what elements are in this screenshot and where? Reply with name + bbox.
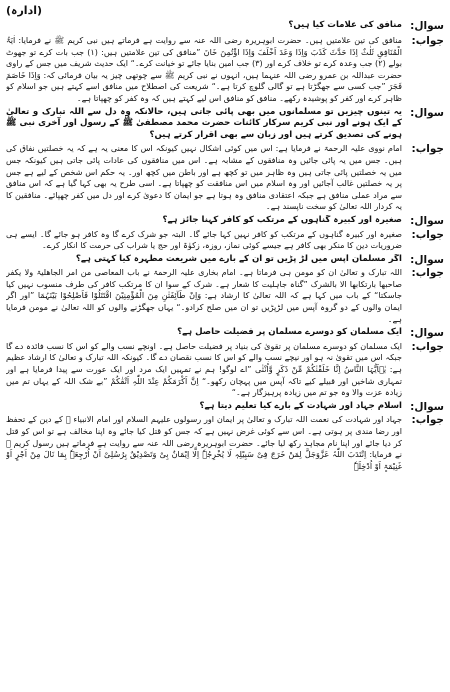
question-label: سوال: <box>410 253 444 266</box>
answer-text: اللہ تبارک و تعالیٰ ان کو مومن ہی فرماتا ہے۔ امام بخاری علیہ الرحمۃ نے باب المعاصی من امر الجاھلیۃ ولا یکفر صاحبھا بارتکابھا الا بالشرک ”گناہ جاہلیت کا شعار ہے۔ شرک کے سوا ان کا مرتکب کافر کی طرف منسوب نہیں کیا جاسکتا“ کے باب میں کہا ہے کہ اللہ تعالیٰ کا ارشاد ہے: وَاِنْ طَآئِفَتٰنِ مِنَ الْمُؤْمِنِیْنَ اقْتَتَلُوْا فَاَصْلِحُوْا بَیْنَہُمَا ”اور اگر ایمان والوں کے دو گروہ آپس میں لڑپڑیں تو ان میں صلح کرادو۔“ یہاں جھگڑنے والوں کو اللہ تعالیٰ نے مومن فرمایا ہے۔ <box>6 267 402 324</box>
question-text: اگر مسلمان آپس میں لڑ پڑیں تو ان کے بارے میں شریعت مطہرہ کیا کہتی ہے؟ <box>75 253 402 264</box>
question-text: صغیرہ اور کبیرہ گناہوں کے مرتکب کو کافر کہنا جائز ہے؟ <box>162 214 402 225</box>
question-3 <box>6 215 444 227</box>
answer-text: منافق کی تین علامتیں ہیں۔ حضرت ابوہریرہ رضی اللہ عنہ سے روایت ہے فرماتے ہیں نبی کریم ﷺ نے فرمایا: اٰیَۃُ الْمُنَافِقِ ثَلٰثٌ اِذَا حَدَّثَ کَذَبَ وَاِذَا وَعَدَ اَخْلَفَ وَاِذَا اؤْتُمِنَ خَانَ ”منافق کی تین علامتیں ہیں: (۱) جب بات کرے تو جھوٹ بولے (۲) جب وعدہ کرے تو خلاف کرے اور (۳) جب امین بنایا جائے تو خیانت کرے۔“ ایک حدیث شریف میں جس کے راوی حضرت عبداللہ بن عمرو رضی اللہ عنہما ہیں، انہوں نے نبی کریم ﷺ سے چوتھی چیز یہ بیان فرمائی کہ: وَاِذَا خَاصَمَ فَجَرَ ”جب کسی سے جھگڑتا ہے تو گالی گلوچ کرتا ہے۔“ شریعت کی اصطلاح میں منافق اسے کہتے ہیں جو اسلام کو ظاہر کرے اور کفر کو پوشیدہ رکھے۔ منافق کو منافق اس لیے کہتے ہیں کہ وہ کفر کو چھپاتا ہے۔ <box>6 35 402 103</box>
question-6 <box>6 401 444 413</box>
answer-text: جہاد اور شہادت کی نعمت اللہ تبارک و تعالیٰ پر ایمان اور رسولوں علیہم السلام اور امام الانبیاء ﷺ کے دین کے تحفظ اور رضا مندی پر ہوتی ہے۔ اس سے کوئی غرض نہیں ہے کہ جس کو قتل کیا جائے وہ اپنا مخالف ہے تو اس کو قتل کر دیا جائے اور اپنا نام مجاہد رکھ لیا جائے۔ حضرت ابوہریرہ رضی اللہ عنہ سے روایت ہے فرماتے ہیں رسول کریم ﷺ نے فرمایا: اِنْتَدَبَ اللّٰہُ عَزَّوَجَلَّ لِمَنْ خَرَجَ فِیْ سَبِیْلِہٖ لَا یُخْرِجُہٗ اِلَّا اِیْمَانٌ بِیْ وَتَصْدِیْقٌ بِرُسُلِیْ اَنْ اُرْجِعَہٗ بِمَا نَالَ مِنْ اَجْرٍ اَوْ غَنِیْمَۃٍ اَوْ اُدْخِلَہٗ <box>6 414 402 471</box>
answer-label: جواب: <box>411 143 444 156</box>
question-5 <box>6 327 444 339</box>
question-label: سوال: <box>410 106 444 119</box>
answer-2 <box>6 143 444 213</box>
question-text: اسلام جہاد اور شہادت کے بارے کیا تعلیم دیتا ہے؟ <box>199 400 402 411</box>
answer-label: جواب: <box>411 267 444 280</box>
answer-3 <box>6 229 444 252</box>
answer-1 <box>6 35 444 105</box>
answer-4 <box>6 267 444 325</box>
question-text: ایک مسلمان کو دوسرے مسلمان پر فضیلت حاصل ہے؟ <box>177 327 402 338</box>
answer-label: جواب: <box>411 35 444 47</box>
question-label: سوال: <box>410 214 444 227</box>
answer-text: ایک مسلمان کو دوسرے مسلمان پر تقویٰ کی بنیاد پر فضیلت حاصل ہے۔ اونچے نسب والے کو اس کا نسب فائدہ دے گا جبکہ اس میں تقویٰ نہ ہو اور نیچے نسب والے کو اس کا نسب نقصان دے گا۔ کیونکہ اللہ تبارک و تعالیٰ کا ارشاد عظیم ہے: یٰۤاَیُّہَا النَّاسُ اِنَّا خَلَقْنٰکُمْ مِّنْ ذَکَرٍ وَّاُنْثٰی ”اے لوگو! ہم نے تمہیں ایک مرد اور ایک عورت سے پیدا فرمایا ہے اور تمہاری شاخیں اور قبیلے کیے تاکہ آپس میں پہچان رکھو۔“ اِنَّ اَکْرَمَکُمْ عِنْدَ اللّٰہِ اَتْقٰکُمْ ”بے شک اللہ کے یہاں تم میں زیادہ عزت والا وہ جو تم میں زیادہ پرہیزگار ہے۔“ <box>6 340 402 398</box>
question-text: منافق کی علامات کیا ہیں؟ <box>288 20 402 30</box>
answer-text: صغیرہ اور کبیرہ گناہوں کے مرتکب کو کافر نہیں کہا جائے گا۔ البتہ جو شرک کرے گا وہ کافر ہو جائے گا۔ ایسے ہی ضروریات دین کا منکر بھی کافر ہے جیسے کوئی نماز، روزہ، زکوٰۃ اور حج یا شراب کی حرمت کا انکار کرے۔ <box>6 228 402 251</box>
question-label: سوال: <box>410 20 444 32</box>
answer-6 <box>6 414 444 472</box>
question-1 <box>6 20 444 33</box>
answer-label: جواب: <box>411 228 444 241</box>
question-4 <box>6 254 444 266</box>
question-text: یہ تینوں چیزیں تو مسلمانوں میں بھی پائی جاتی ہیں، حالانکہ وہ دل سے اللہ تبارک و تعالیٰ کے ایک ہونے اور نبی کریم سرکار کائنات حضرت محمد مصطفیٰ ﷺ کے رسول اور آخری نبی ﷺ ہونے کی تصدیق کرتے ہیں اور زبان سے بھی اقرار کرتے ہیں؟ <box>6 106 402 140</box>
question-label: سوال: <box>410 400 444 413</box>
header-label: (ادارہ) <box>6 4 43 17</box>
question-label: سوال: <box>410 327 444 340</box>
answer-text: امام نووی علیہ الرحمۃ نے فرمایا ہے: اس میں کوئی اشکال نہیں کیونکہ اس کا معنی یہ ہے کہ یہ خصلتیں نفاق کی ہیں۔ جس میں یہ پائی جائیں وہ منافقوں کے مشابہ ہے۔ اس میں منافقوں کی عادات پائی جاتی ہیں کیونکہ جس میں یہ خصلتیں پائی جاتی ہیں وہ ظاہر میں تو کچھ ہے اور باطن میں کچھ اور۔ یہ حکم اس شخص کے لیے ہے جس پر یہ خصلتیں غالب آجائیں اور وہ اسلام میں اس منافقت کو چھپاتا ہے۔ اسی طرح یہ بھی کہا گیا ہے کہ اس منافق سے مراد عملی منافق ہے جبکہ اعتقادی منافق وہ ہوتا ہے جو ایمان کا دعویٰ کرے اور دل میں کفر چھپائے۔ منافقین کا یہ کردار اللہ تعالیٰ کو سخت ناپسند ہے۔ <box>6 143 402 212</box>
answer-5 <box>6 341 444 399</box>
question-2 <box>6 107 444 142</box>
answer-label: جواب: <box>411 340 444 353</box>
answer-label: جواب: <box>411 414 444 427</box>
page-header <box>6 4 444 18</box>
